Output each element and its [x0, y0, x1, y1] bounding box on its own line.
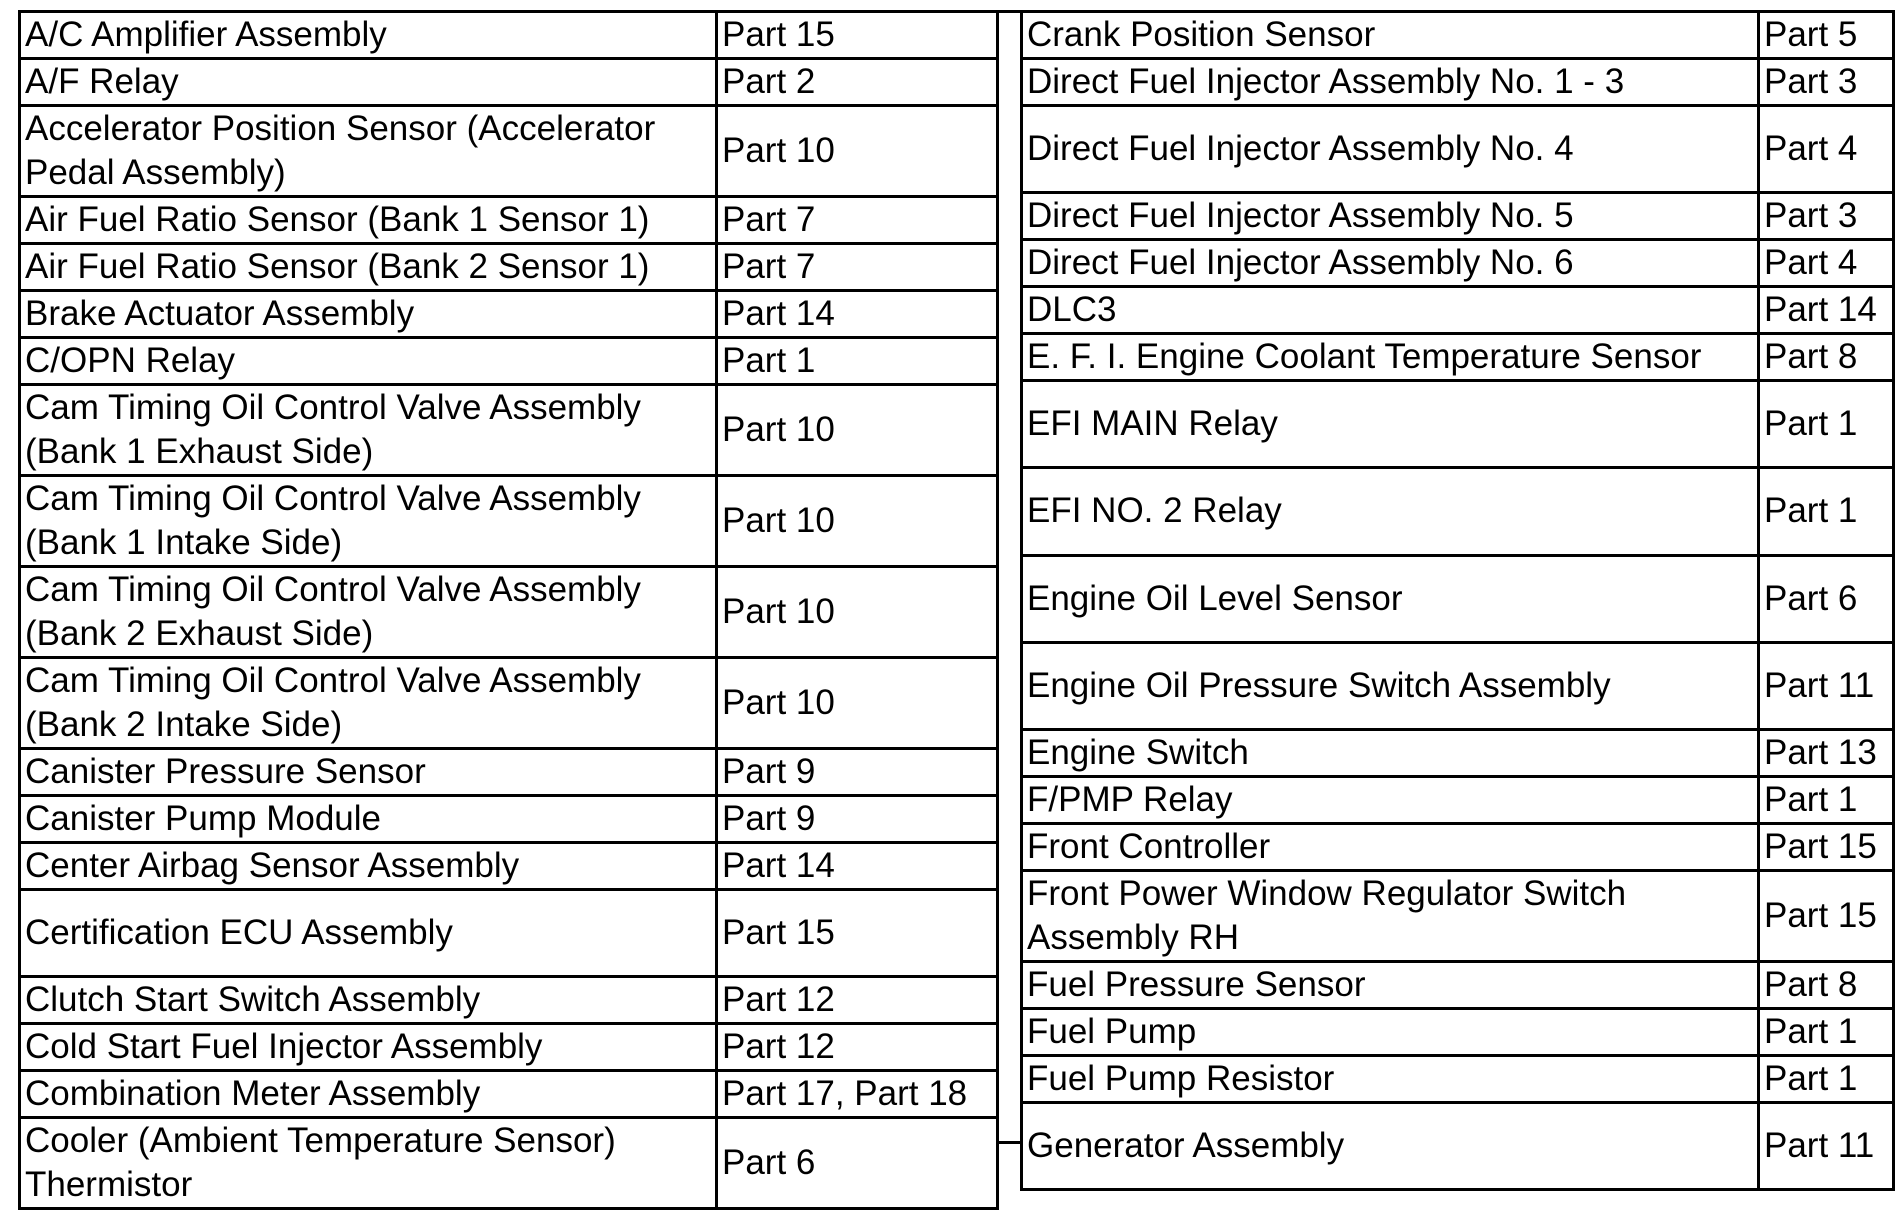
table-row [20, 244, 998, 291]
part-reference-cell: Part 9 [717, 796, 998, 843]
table-row [20, 1071, 998, 1118]
table-row [20, 843, 998, 890]
component-name-cell: Direct Fuel Injector Assembly No. 6 [1022, 240, 1759, 287]
table-row [20, 890, 998, 977]
component-name-cell: Fuel Pressure Sensor [1022, 961, 1759, 1008]
component-name-cell: EFI MAIN Relay [1022, 381, 1759, 468]
component-name-cell: Direct Fuel Injector Assembly No. 5 [1022, 193, 1759, 240]
component-name-cell: A/C Amplifier Assembly [20, 12, 717, 59]
part-reference-cell: Part 13 [1759, 729, 1894, 776]
part-reference-cell: Part 15 [717, 12, 998, 59]
part-reference-cell: Part 10 [717, 385, 998, 476]
table-row [20, 197, 998, 244]
part-reference-cell: Part 1 [1759, 1055, 1894, 1102]
part-reference-cell: Part 5 [1759, 12, 1894, 59]
part-reference-cell: Part 10 [717, 106, 998, 197]
part-reference-cell: Part 17, Part 18 [717, 1071, 998, 1118]
table-row [20, 12, 998, 59]
part-reference-cell: Part 3 [1759, 59, 1894, 106]
component-name-cell: Combination Meter Assembly [20, 1071, 717, 1118]
part-reference-cell: Part 6 [1759, 555, 1894, 642]
part-reference-cell: Part 4 [1759, 240, 1894, 287]
component-name-cell: Crank Position Sensor [1022, 12, 1759, 59]
table-row [20, 338, 998, 385]
index-table-right [1020, 10, 1895, 1191]
part-reference-cell: Part 14 [717, 843, 998, 890]
component-name-cell: Cam Timing Oil Control Valve Assembly (Bank 1 Exhaust Side) [20, 385, 717, 476]
column-gap-divider [996, 10, 1020, 1144]
part-reference-cell: Part 7 [717, 197, 998, 244]
table-row [1022, 1008, 1894, 1055]
component-name-cell: Cam Timing Oil Control Valve Assembly (Bank 2 Exhaust Side) [20, 567, 717, 658]
part-reference-cell: Part 11 [1759, 1102, 1894, 1189]
component-name-cell: Cooler (Ambient Temperature Sensor) Thermistor [20, 1118, 717, 1209]
part-reference-cell: Part 1 [1759, 776, 1894, 823]
table-row [1022, 1102, 1894, 1189]
part-reference-cell: Part 15 [1759, 870, 1894, 961]
part-reference-cell: Part 1 [1759, 468, 1894, 555]
table-row [20, 749, 998, 796]
table-row [1022, 776, 1894, 823]
part-reference-cell: Part 3 [1759, 193, 1894, 240]
table-row [20, 385, 998, 476]
component-name-cell: Certification ECU Assembly [20, 890, 717, 977]
component-name-cell: EFI NO. 2 Relay [1022, 468, 1759, 555]
part-reference-cell: Part 10 [717, 658, 998, 749]
part-reference-cell: Part 7 [717, 244, 998, 291]
table-row [1022, 729, 1894, 776]
table-row [1022, 555, 1894, 642]
table-row [1022, 381, 1894, 468]
table-row [20, 567, 998, 658]
component-name-cell: Canister Pressure Sensor [20, 749, 717, 796]
table-row [1022, 106, 1894, 193]
component-name-cell: Clutch Start Switch Assembly [20, 977, 717, 1024]
component-name-cell: Direct Fuel Injector Assembly No. 4 [1022, 106, 1759, 193]
part-reference-cell: Part 10 [717, 476, 998, 567]
part-reference-cell: Part 2 [717, 59, 998, 106]
component-name-cell: Generator Assembly [1022, 1102, 1759, 1189]
table-row [20, 658, 998, 749]
component-name-cell: Engine Oil Level Sensor [1022, 555, 1759, 642]
table-row [20, 106, 998, 197]
component-name-cell: Direct Fuel Injector Assembly No. 1 - 3 [1022, 59, 1759, 106]
component-name-cell: Fuel Pump Resistor [1022, 1055, 1759, 1102]
component-name-cell: Fuel Pump [1022, 1008, 1759, 1055]
table-row [1022, 870, 1894, 961]
component-name-cell: Center Airbag Sensor Assembly [20, 843, 717, 890]
part-reference-cell: Part 1 [1759, 381, 1894, 468]
table-row [1022, 240, 1894, 287]
component-name-cell: Canister Pump Module [20, 796, 717, 843]
table-row [1022, 12, 1894, 59]
index-table-left-body [20, 12, 998, 1209]
component-name-cell: A/F Relay [20, 59, 717, 106]
table-row [20, 1024, 998, 1071]
index-table-left [18, 10, 999, 1210]
table-row [1022, 468, 1894, 555]
component-name-cell: Air Fuel Ratio Sensor (Bank 1 Sensor 1) [20, 197, 717, 244]
part-reference-cell: Part 14 [1759, 287, 1894, 334]
component-name-cell: E. F. I. Engine Coolant Temperature Sensor [1022, 334, 1759, 381]
part-reference-cell: Part 15 [717, 890, 998, 977]
component-name-cell: Brake Actuator Assembly [20, 291, 717, 338]
part-reference-cell: Part 8 [1759, 961, 1894, 1008]
table-row [20, 476, 998, 567]
component-name-cell: Front Controller [1022, 823, 1759, 870]
part-reference-cell: Part 15 [1759, 823, 1894, 870]
table-row [20, 59, 998, 106]
table-row [1022, 59, 1894, 106]
component-name-cell: Front Power Window Regulator Switch Assembly RH [1022, 870, 1759, 961]
table-row [1022, 287, 1894, 334]
index-table-right-body [1022, 12, 1894, 1190]
table-row [1022, 1055, 1894, 1102]
table-row [1022, 642, 1894, 729]
part-reference-cell: Part 9 [717, 749, 998, 796]
part-reference-cell: Part 1 [1759, 1008, 1894, 1055]
part-reference-cell: Part 1 [717, 338, 998, 385]
table-row [20, 291, 998, 338]
component-name-cell: Cam Timing Oil Control Valve Assembly (Bank 2 Intake Side) [20, 658, 717, 749]
part-reference-cell: Part 8 [1759, 334, 1894, 381]
part-reference-cell: Part 4 [1759, 106, 1894, 193]
part-reference-cell: Part 12 [717, 1024, 998, 1071]
table-row [1022, 961, 1894, 1008]
part-reference-cell: Part 11 [1759, 642, 1894, 729]
part-reference-cell: Part 14 [717, 291, 998, 338]
component-name-cell: Air Fuel Ratio Sensor (Bank 2 Sensor 1) [20, 244, 717, 291]
table-row [1022, 823, 1894, 870]
component-name-cell: Accelerator Position Sensor (Accelerator Pedal Assembly) [20, 106, 717, 197]
table-row [20, 796, 998, 843]
part-reference-cell: Part 10 [717, 567, 998, 658]
component-name-cell: C/OPN Relay [20, 338, 717, 385]
component-name-cell: Cam Timing Oil Control Valve Assembly (Bank 1 Intake Side) [20, 476, 717, 567]
table-row [1022, 193, 1894, 240]
table-row [20, 1118, 998, 1209]
component-name-cell: Engine Switch [1022, 729, 1759, 776]
component-name-cell: Engine Oil Pressure Switch Assembly [1022, 642, 1759, 729]
table-row [20, 977, 998, 1024]
part-reference-cell: Part 12 [717, 977, 998, 1024]
component-name-cell: DLC3 [1022, 287, 1759, 334]
component-name-cell: F/PMP Relay [1022, 776, 1759, 823]
part-reference-cell: Part 6 [717, 1118, 998, 1209]
table-row [1022, 334, 1894, 381]
component-name-cell: Cold Start Fuel Injector Assembly [20, 1024, 717, 1071]
